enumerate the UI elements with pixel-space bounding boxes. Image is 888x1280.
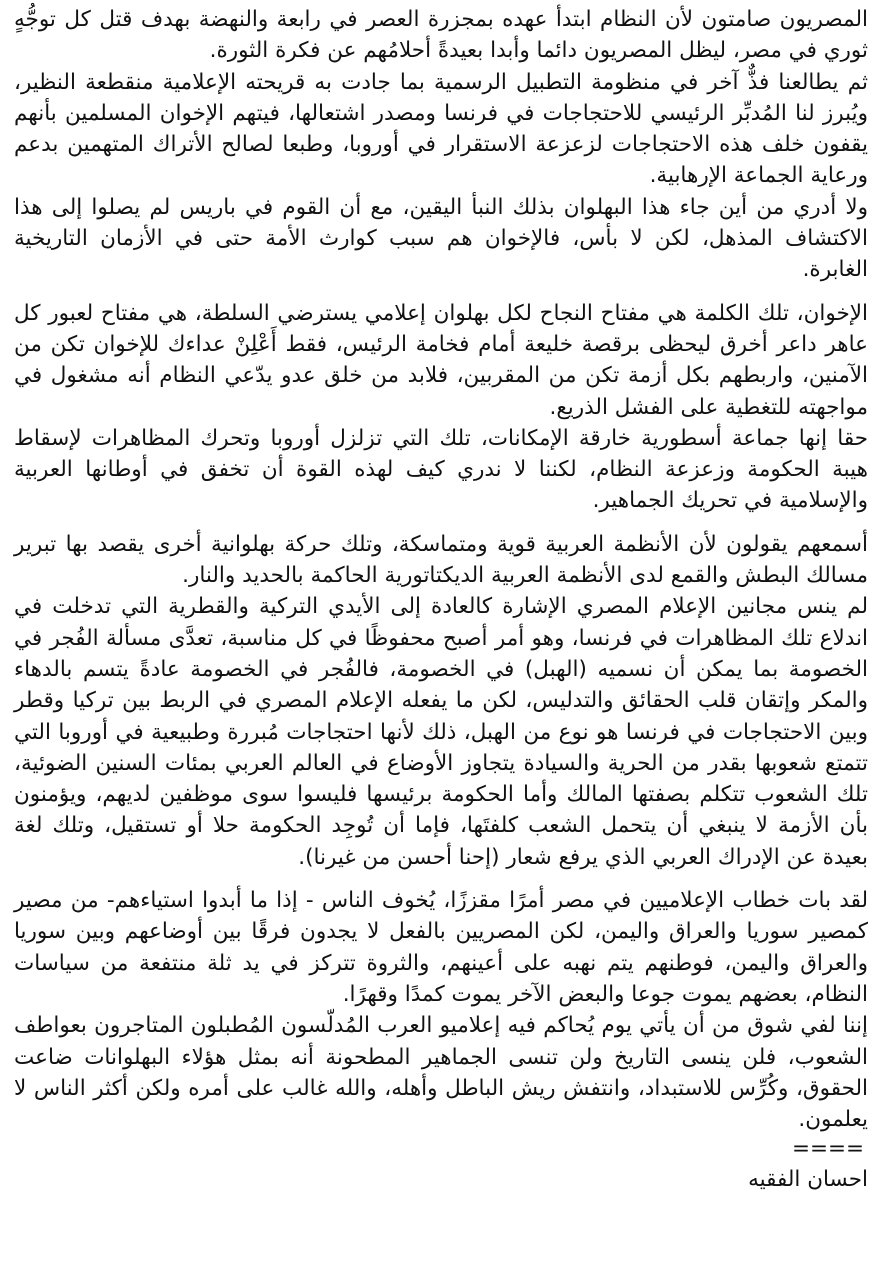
paragraph: الإخوان، تلك الكلمة هي مفتاح النجاح لكل بهلوان إعلامي يسترضي السلطة، هي مفتاح لعبور كل عاهر داعر أخرق ليحظى برقصة خليعة أمام فخامة الرئيس، فقط أَعْلِنْ عداءك للإخوان تكن من الآمنين، واربطهم بكل أزمة تكن من المقربين، فلابد من خلق عدو يدّعي النظام أنه مشغول في مواجهته للتغطية على الفشل الذريع. <box>14 300 868 420</box>
paragraph: المصريون صامتون لأن النظام ابتدأ عهده بمجزرة العصر في رابعة والنهضة بهدف قتل كل توجُّهٍ ثوري في مصر، ليظل المصريون دائما وأبدا بعيدةً أحلامُهم عن فكرة الثورة. <box>14 7 868 64</box>
paragraph: لقد بات خطاب الإعلاميين في مصر أمرًا مقززًا، يُخوف الناس - إذا ما أبدوا استياءهم- من مصير كمصير سوريا والعراق واليمن، لكن المصريين بالفعل لا يجدون فرقًا بين أوضاعهم وبين سوريا والعراق واليمن، فوطنهم يتم نهبه على أعينهم، والثروة تتركز في يد ثلة منتفعة من سياسات النظام، بعضهم يموت جوعا والبعض الآخر يموت كمدًا وقهرًا. <box>14 888 868 1007</box>
article-section-1 <box>14 4 868 286</box>
paragraph: أسمعهم يقولون لأن الأنظمة العربية قوية ومتماسكة، وتلك حركة بهلوانية أخرى يقصد بها تبرير مسالك البطش والقمع لدى الأنظمة العربية الديكتاتورية الحاكمة بالحديد والنار. <box>14 531 868 589</box>
article-section-3 <box>14 529 868 873</box>
separator: ==== <box>791 1136 864 1162</box>
author-signature: احسان الفقيه <box>748 1167 868 1193</box>
article-section-2 <box>14 298 868 517</box>
article-section-4 <box>14 885 868 1197</box>
paragraph: حقا إنها جماعة أسطورية خارقة الإمكانات، تلك التي تزلزل أوروبا وتحرك المظاهرات لإسقاط هيبة الحكومة وزعزعة النظام، لكننا لا ندري كيف لهذه القوة أن تخفق في أوطانها العربية والإسلامية في تحريك الجماهير. <box>14 425 868 514</box>
paragraph: لم ينس مجانين الإعلام المصري الإشارة كالعادة إلى الأيدي التركية والقطرية التي تدخلت في اندلاع تلك المظاهرات في فرنسا، وهو أمر أصبح محفوظًا في كل مناسبة، تعدَّى مسألة الفُجر في الخصومة بما يمكن أن نسميه (الهبل) في الخصومة، فالفُجر في الخصومة عادةً يتسم بالدهاء والمكر وإتقان قلب الحقائق والتدليس، لكن ما يفعله الإعلام المصري في الربط بين تركيا وقطر وبين الاحتجاجات في فرنسا هو نوع من الهبل، ذلك لأنها احتجاجات مُبررة وطبيعية في أوروبا التي تتمتع شعوبها بقدر من الحرية والسيادة يتجاوز الأوضاع في العالم العربي بمئات السنين الضوئية، تلك الشعوب تتكلم بصفتها المالك وأما الحكومة برئيسها فليسوا سوى موظفين لديهم، ويؤمنون بأن الأزمة لا ينبغي أن يتحمل الشعب كلفتَها، فإما أن تُوجِد الحكومة حلا أو تستقيل، وتلك لغة بعيدة عن الإدراك العربي الذي يرفع شعار (إحنا أحسن من غيرنا). <box>14 594 868 870</box>
paragraph: إننا لفي شوق من أن يأتي يوم يُحاكم فيه إعلاميو العرب المُدلّسون المُطبلون المتاجرون بعواطف الشعوب، فلن ينسى التاريخ ولن تنسى الجماهير المطحونة أنه بمثل هؤلاء البهلوانات ضاعت الحقوق، وكُرِّس للاستبداد، وانتفش ريش الباطل وأهله، والله غالب على أمره ولكن أكثر الناس لا يعلمون. <box>14 1013 868 1133</box>
paragraph: ثم يطالعنا فذٌّ آخر في منظومة التطبيل الرسمية بما جادت به قريحته الإعلامية منقطعة النظير، ويُبرز لنا المُدبِّر الرئيسي للاحتجاجات في فرنسا ومصدر اشتعالها، فيتهم الإخوان المسلمين بأنهم يقفون خلف هذه الاحتجاجات لزعزعة الاستقرار في أوروبا، وطبعا لصالح الأتراك المتهمين بدعم ورعاية الجماعة الإرهابية. <box>14 69 868 189</box>
paragraph: ولا أدري من أين جاء هذا البهلوان بذلك النبأ اليقين، مع أن القوم في باريس لم يصلوا إلى هذا الاكتشاف المذهل، لكن لا بأس، فالإخوان هم سبب كوارث الأمة حتى في الأزمان التاريخية الغابرة. <box>14 194 868 283</box>
